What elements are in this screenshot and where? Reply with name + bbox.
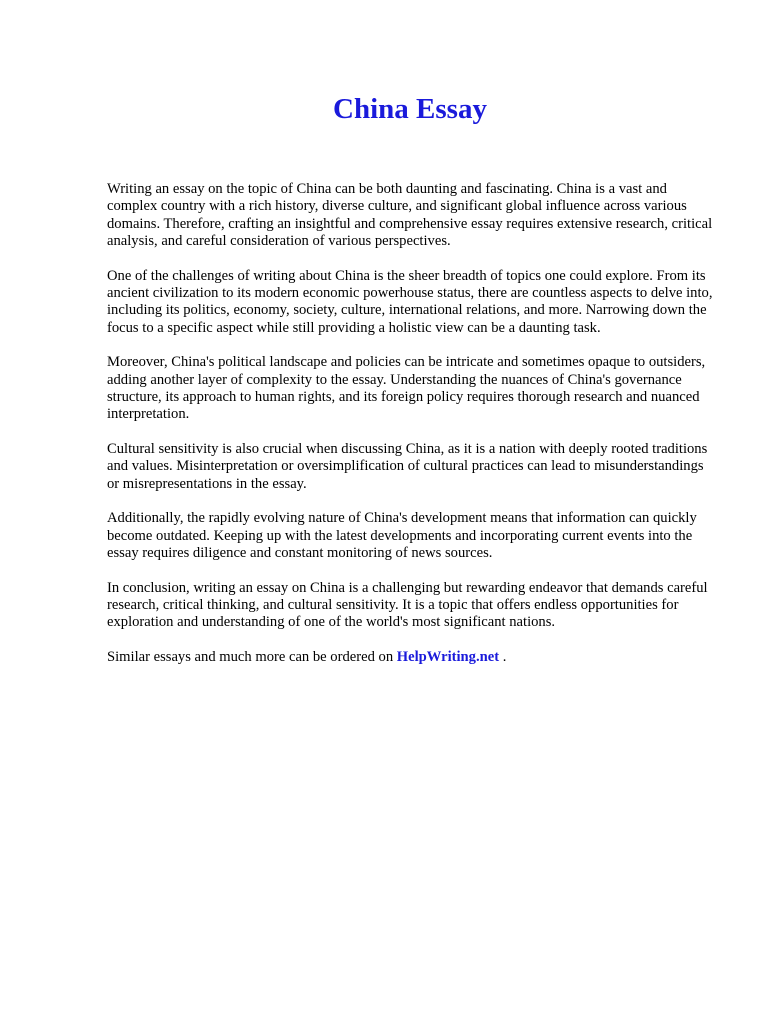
paragraph-5: Additionally, the rapidly evolving nature of China's development means that information can quickly become outdated. Keeping up with the latest developments and incorporating current events into the essay requires diligence and constant monitoring of news sources. xyxy=(107,510,697,562)
closing-suffix: . xyxy=(499,649,507,666)
paragraph-3: Moreover, China's political landscape and policies can be intricate and sometimes opaque to outsiders, adding another layer of complexity to the essay. Understanding the nuances of China's governance structure, its approach to human rights, and its foreign policy requires thorough research and nuanced interpretation. xyxy=(107,354,706,423)
closing-paragraph xyxy=(107,649,717,666)
paragraph-1: Writing an essay on the topic of China can be both daunting and fascinating. China is a vast and complex country with a rich history, diverse culture, and significant global influence across various domains. Therefore, crafting an insightful and comprehensive essay requires extensive research, critical analysis, and careful consideration of various perspectives. xyxy=(107,181,713,249)
essay-body xyxy=(107,181,717,684)
paragraph-6: In conclusion, writing an essay on China is a challenging but rewarding endeavor that demands careful research, critical thinking, and cultural sensitivity. It is a topic that offers endless opportunities for exploration and understanding of one of the world's most significant nations. xyxy=(107,579,708,631)
closing-prefix: Similar essays and much more can be ordered on xyxy=(107,649,397,666)
helpwriting-link[interactable]: HelpWriting.net xyxy=(396,649,500,666)
paragraph-2: One of the challenges of writing about China is the sheer breadth of topics one could explore. From its ancient civilization to its modern economic powerhouse status, there are countless aspects to delve into, including its politics, economy, society, culture, international relations, and more. Narrowing down the focus to a specific aspect while still providing a holistic view can be a daunting task. xyxy=(107,267,713,336)
paragraph-4: Cultural sensitivity is also crucial when discussing China, as it is a nation with deeply rooted traditions and values. Misinterpretation or oversimplification of cultural practices can lead to misunderstandings or misrepresentations in the essay. xyxy=(107,441,708,492)
page-title: China Essay xyxy=(333,93,487,125)
